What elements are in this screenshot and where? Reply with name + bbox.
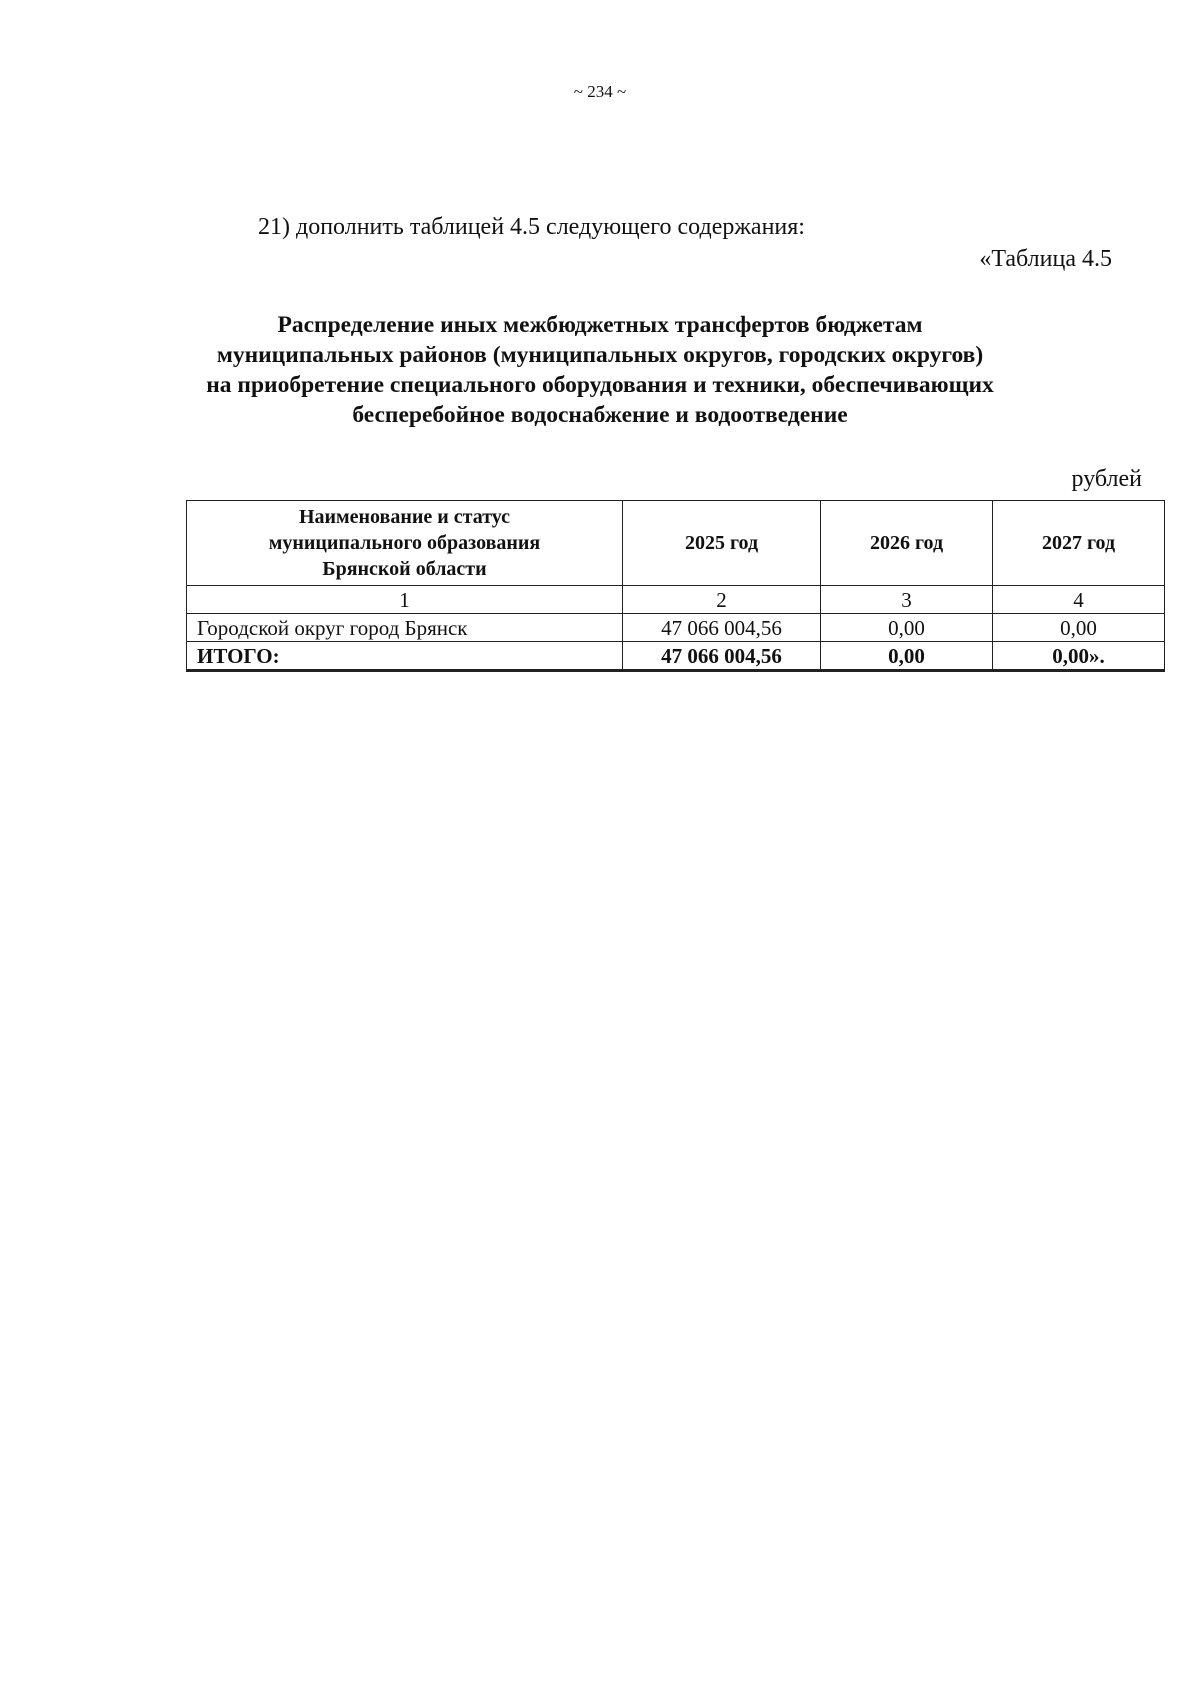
heading-line: Распределение иных межбюджетных трансфертов бюджетам — [277, 312, 923, 338]
table-row — [187, 614, 1165, 642]
header-2026: 2026 год — [821, 501, 993, 586]
header-row — [187, 501, 1165, 586]
total-2025: 47 066 004,56 — [623, 642, 821, 671]
intro-text: 21) дополнить таблицей 4.5 следующего содержания: — [258, 214, 805, 240]
column-number: 4 — [993, 586, 1165, 614]
header-municipality-line: муниципального образования — [268, 532, 541, 554]
header-2027: 2027 год — [993, 501, 1165, 586]
total-row — [187, 642, 1165, 671]
header-municipality-line: Наименование и статус — [298, 506, 511, 528]
total-label: ИТОГО: — [187, 642, 623, 671]
column-number: 1 — [187, 586, 623, 614]
municipality-name: Городской округ город Брянск — [187, 614, 623, 642]
transfers-table — [186, 500, 1165, 672]
column-number-row — [187, 586, 1165, 614]
column-number: 2 — [623, 586, 821, 614]
value-2025: 47 066 004,56 — [623, 614, 821, 642]
value-2026: 0,00 — [821, 614, 993, 642]
total-2027: 0,00». — [993, 642, 1165, 671]
heading-line: муниципальных районов (муниципальных округов, городских округов) — [216, 342, 984, 368]
table-label: «Таблица 4.5 — [979, 246, 1112, 272]
page-number: ~ 234 ~ — [573, 82, 627, 101]
header-municipality-line: Брянской области — [322, 558, 487, 580]
value-2027: 0,00 — [993, 614, 1165, 642]
heading-line: на приобретение специального оборудования и техники, обеспечивающих — [206, 372, 994, 398]
header-2025: 2025 год — [623, 501, 821, 586]
column-number: 3 — [821, 586, 993, 614]
table-heading — [130, 310, 1070, 430]
units-label: рублей — [1071, 466, 1142, 492]
heading-line: бесперебойное водоснабжение и водоотведение — [352, 402, 848, 428]
total-2026: 0,00 — [821, 642, 993, 671]
header-municipality — [187, 501, 623, 586]
